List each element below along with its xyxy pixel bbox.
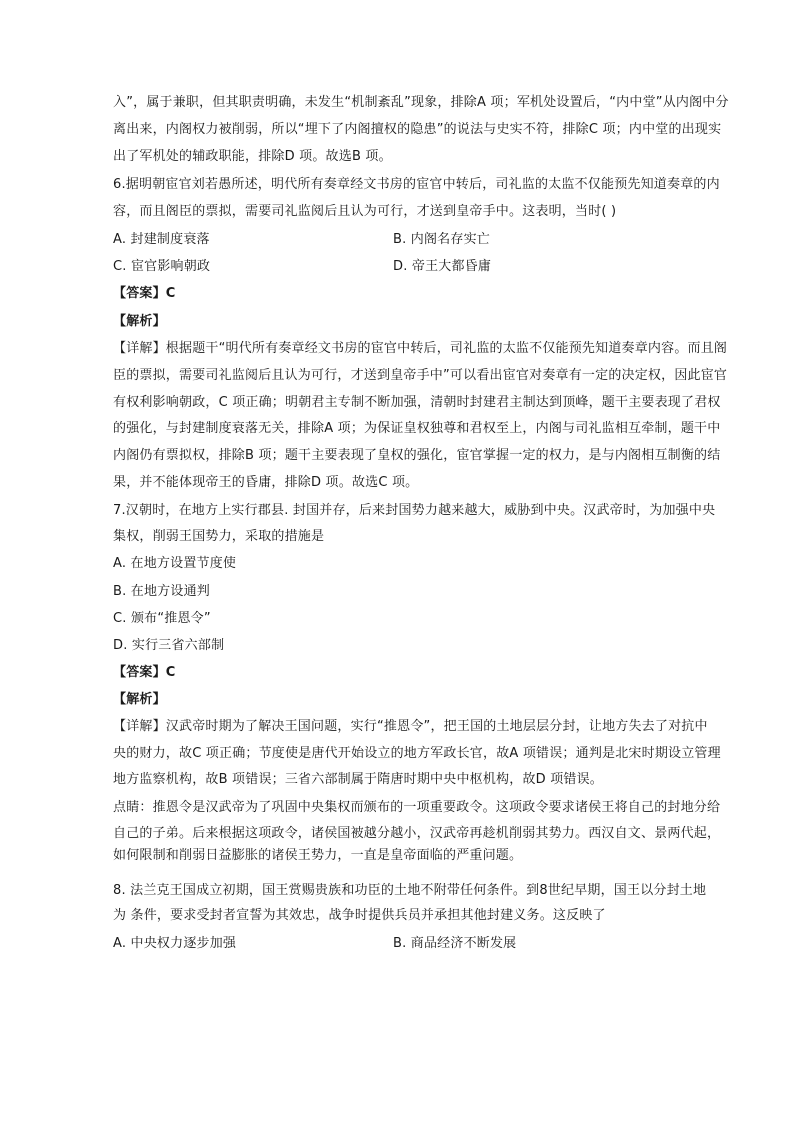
question-8-option-a: A. 中央权力逐步加强 xyxy=(113,936,237,951)
question-7-stem: 7.汉朝时，在地方上实行郡县. 封国并存，后来封国势力越来越大，威胁到中央。汉武帝时，为加强中央 xyxy=(113,503,716,518)
question-7-option-c: C. 颁布“推恩令” xyxy=(113,611,211,626)
question-8-stem: 8. 法兰克王国成立初期，国王赏赐贵族和功臣的土地不附带任何条件。到8世纪早期，国王以分封土地 xyxy=(113,883,707,898)
question-7-note: 自己的子弟。后来根据这项政令，诸侯国被越分越小，汉武帝再趁机削弱其势力。西汉自文、景两代起， xyxy=(113,826,721,841)
text-line: 入”，属于兼职，但其职责明确，未发生“机制紊乱”现象，排除A 项；军机处设置后，“内中堂”从内阁中分 xyxy=(113,95,729,110)
question-6-stem: 6.据明朝宦官刘若愚所述，明代所有奏章经文书房的宦官中转后，司礼监的太监不仅能预先知道奏章的内 xyxy=(113,177,720,192)
question-6-detail: 有权利影响朝政，C 项正确；明朝君主专制不断加强，清朝时封建君主制达到顶峰，题干主要表现了君权 xyxy=(113,395,721,410)
question-8-option-b: B. 商品经济不断发展 xyxy=(393,936,517,951)
question-6-detail: 的强化，与封建制度衰落无关，排除A 项；为保证皇权独尊和君权至上，内阁与司礼监相互牵制，题干中 xyxy=(113,421,721,436)
question-6-option-b: B. 内阁名存实亡 xyxy=(393,232,490,247)
question-7-analysis-heading: 【解析】 xyxy=(113,692,166,707)
question-7-note: 点睛：推恩令是汉武帝为了巩固中央集权而颁布的一项重要政令。这项政令要求诸侯王将自己的封地分给 xyxy=(113,800,721,815)
question-7-detail: 【详解】汉武帝时期为了解决王国问题，实行“推恩令”，把王国的土地层层分封，让地方失去了对抗中 xyxy=(113,719,708,734)
text-line: 出了军机处的辅政职能，排除D 项。故选B 项。 xyxy=(113,149,392,164)
question-7-note: 如何限制和削弱日益膨胀的诸侯王势力，一直是皇帝面临的严重问题。 xyxy=(113,848,523,863)
question-6-detail: 臣的票拟，需要司礼监阅后且认为可行，才送到皇帝手中”可以看出宦官对奏章有一定的决定权，因此宦官 xyxy=(113,368,728,383)
question-6-option-a: A. 封建制度衰落 xyxy=(113,232,210,247)
question-7-detail: 地方监察机构，故B 项错误；三省六部制属于隋唐时期中央中枢机构，故D 项错误。 xyxy=(113,772,603,787)
question-6-answer: 【答案】C xyxy=(113,286,176,301)
question-7-option-b: B. 在地方设通判 xyxy=(113,584,210,599)
question-7-answer: 【答案】C xyxy=(113,665,176,680)
question-7-option-a: A. 在地方设置节度使 xyxy=(113,556,237,571)
question-6-detail: 果，并不能体现帝王的昏庸，排除D 项。故选C 项。 xyxy=(113,475,419,490)
question-6-detail: 【详解】根据题干“明代所有奏章经文书房的宦官中转后，司礼监的太监不仅能预先知道奏章内容。而且阁 xyxy=(113,341,728,356)
question-7-stem: 集权，削弱王国势力，采取的措施是 xyxy=(113,529,325,544)
question-6-option-d: D. 帝王大都昏庸 xyxy=(393,259,492,274)
question-6-detail: 内阁仍有票拟权，排除B 项；题干主要表现了皇权的强化，宦官掌握一定的权力，是与内阁相互制衡的结 xyxy=(113,448,721,463)
question-6-option-c: C. 宦官影响朝政 xyxy=(113,259,211,274)
question-7-option-d: D. 实行三省六部制 xyxy=(113,638,225,653)
text-line: 离出来，内阁权力被削弱，所以“埋下了内阁擅权的隐患”的说法与史实不符，排除C 项；内中堂的出现实 xyxy=(113,122,722,137)
question-7-detail: 央的财力，故C 项正确；节度使是唐代开始设立的地方军政长官，故A 项错误；通判是北宋时期设立管理 xyxy=(113,746,721,761)
question-6-stem: 容，而且阁臣的票拟，需要司礼监阅后且认为可行，才送到皇帝手中。这表明，当时( ) xyxy=(113,204,617,219)
question-6-analysis-heading: 【解析】 xyxy=(113,314,166,329)
question-8-stem: 为 条件，要求受封者宣誓为其效忠，战争时提供兵员并承担其他封建义务。这反映了 xyxy=(113,908,606,923)
